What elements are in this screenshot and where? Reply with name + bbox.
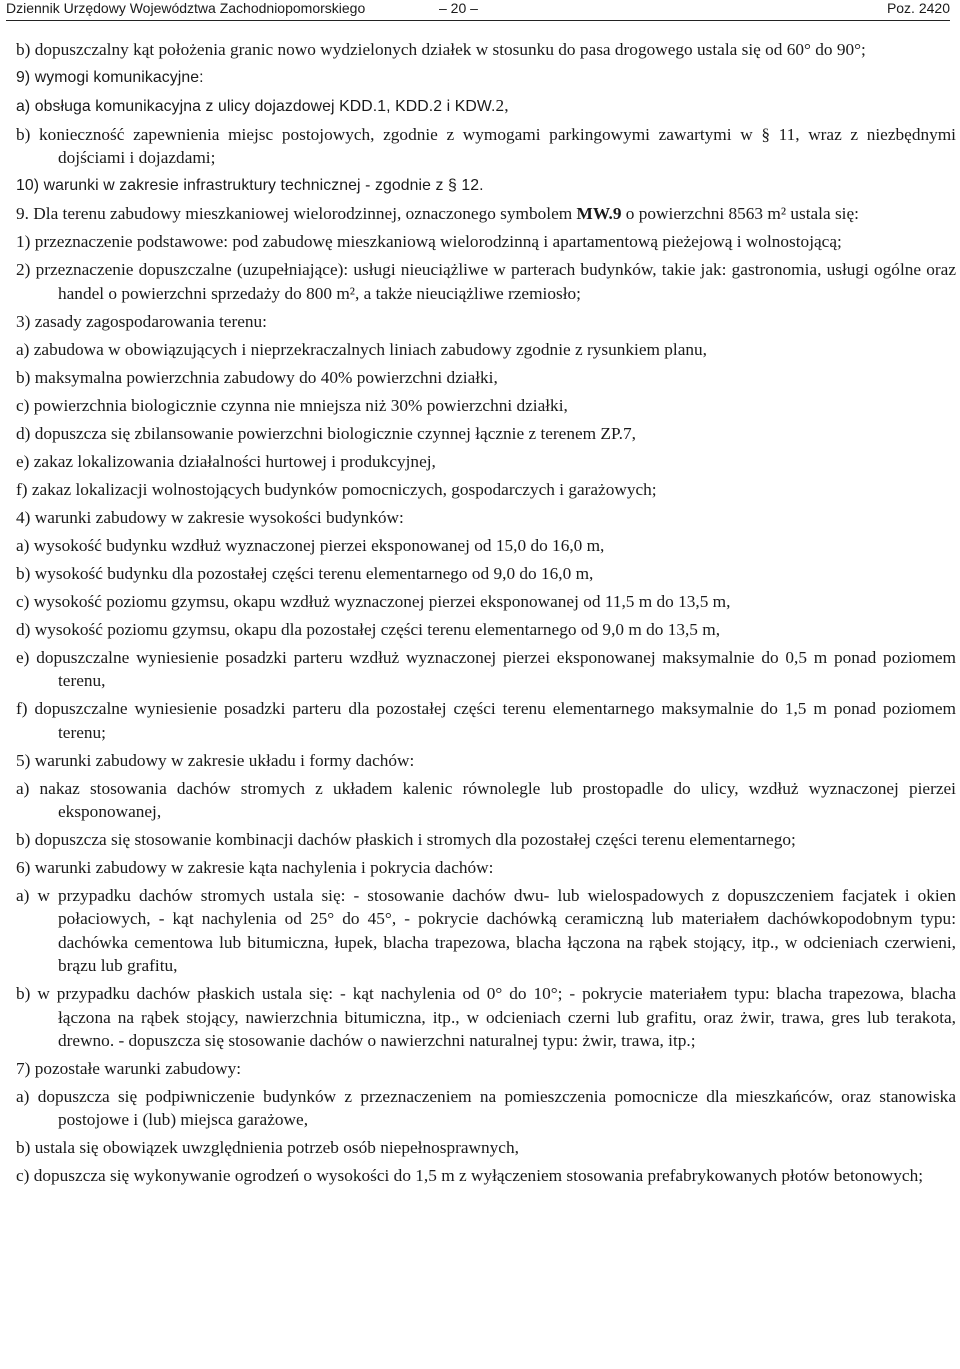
paragraph-text: 2, bbox=[495, 96, 509, 115]
position-number: Poz. 2420 bbox=[886, 0, 950, 16]
paragraph: b) wysokość budynku dla pozostałej części terenu elementarnego od 9,0 do 16,0 m, bbox=[16, 563, 594, 583]
paragraph-text: a) obsługa komunikacyjna z ulicy dojazdowej KDD.1, KDD.2 i KDW. bbox=[16, 98, 496, 115]
paragraph: d) wysokość poziomu gzymsu, okapu dla pozostałej części terenu elementarnego od 9,0 m do 13,5 m, bbox=[16, 619, 721, 639]
paragraph: 7) pozostałe warunki zabudowy: bbox=[16, 1059, 242, 1079]
paragraph: b) dopuszczalny kąt położenia granic nowo wydzielonych działek w stosunku do pasa drogowego ustala się od 60° do 90°; bbox=[16, 40, 866, 59]
paragraph: d) dopuszcza się zbilansowanie powierzchni biologicznie czynnej łącznie z terenem ZP.7, bbox=[16, 423, 636, 443]
section-text: o powierzchni 8563 m² ustala się: bbox=[621, 204, 859, 224]
paragraph: 1) przeznaczenie podstawowe: pod zabudowę mieszkaniową wielorodzinną i apartamentową pieżejową i wolnostojącą; bbox=[16, 232, 842, 252]
section-text: 9. Dla terenu zabudowy mieszkaniowej wielorodzinnej, oznaczonego symbolem bbox=[16, 204, 577, 224]
section-heading bbox=[6, 202, 956, 225]
paragraph bbox=[6, 94, 956, 118]
paragraph: 9) wymogi komunikacyjne: bbox=[16, 69, 204, 86]
paragraph: a) nakaz stosowania dachów stromych z układem kalenic równolegle lub prostopadle do ulicy, wzdłuż wyznaczonej pierzei eksponowanej, bbox=[16, 778, 956, 822]
paragraph: 10) warunki w zakresie infrastruktury technicznej - zgodnie z § 12. bbox=[16, 177, 484, 195]
paragraph: b) ustala się obowiązek uwzględnienia potrzeb osób niepełnosprawnych, bbox=[16, 1138, 519, 1158]
paragraph: b) dopuszcza się stosowanie kombinacji dachów płaskich i stromych dla pozostałej części terenu elementarnego; bbox=[16, 830, 796, 850]
journal-title: Dziennik Urzędowy Województwa Zachodniopomorskiego bbox=[6, 0, 366, 16]
paragraph: a) dopuszcza się podpiwniczenie budynków z przeznaczeniem na pomieszczenia pomocnicze dla mieszkańców, oraz stanowiska postojowe i (lub) miejsca garażowe, bbox=[16, 1087, 956, 1130]
paragraph: b) maksymalna powierzchnia zabudowy do 40% powierzchni działki, bbox=[16, 367, 498, 387]
paragraph: b) w przypadku dachów płaskich ustala się: - kąt nachylenia od 0° do 10°; - pokrycie materiałem typu: blacha trapezowa, blacha łączona na rąbek stojący, nawierzchnia bitumiczna, itp., w odcieniach czerni lub grafitu, oraz żwir, trawa, gres lub terakota, drewno. - dopuszcza się stosowanie dachów o nawierzchni naturalnej typu: żwir, trawa, itp.; bbox=[16, 984, 956, 1051]
paragraph: a) zabudowa w obowiązujących i nieprzekraczalnych liniach zabudowy zgodnie z rysunkiem planu, bbox=[16, 339, 707, 359]
paragraph: a) w przypadku dachów stromych ustala się: - stosowanie dachów dwu- lub wielospadowych z dopuszczeniem facjatek i okien połaciowych, - kąt nachylenia od 25° do 45°, - pokrycie dachówką ceramiczną lub materiałem dachówkopodobnym typu: dachówka cementowa lub bitumiczna, łupek, blacha trapezowa, blacha łączona na rąbek stojący, itp., w odcieniach czerwieni, brązu lub grafitu, bbox=[16, 886, 956, 976]
section-symbol: MW.9 bbox=[576, 204, 622, 224]
paragraph: a) wysokość budynku wzdłuż wyznaczonej pierzei eksponowanej od 15,0 do 16,0 m, bbox=[16, 535, 605, 555]
paragraph: 6) warunki zabudowy w zakresie kąta nachylenia i pokrycia dachów: bbox=[16, 858, 494, 878]
paragraph: f) zakaz lokalizacji wolnostojących budynków pomocniczych, gospodarczych i garażowych; bbox=[16, 479, 657, 499]
paragraph: c) powierzchnia biologicznie czynna nie mniejsza niż 30% powierzchni działki, bbox=[16, 395, 568, 415]
document-body bbox=[6, 38, 956, 1192]
paragraph: c) wysokość poziomu gzymsu, okapu wzdłuż wyznaczonej pierzei eksponowanej od 11,5 m do 13,5 m, bbox=[16, 591, 731, 611]
paragraph: e) dopuszczalne wyniesienie posadzki parteru wzdłuż wyznaczonej pierzei eksponowanej maksymalnie do 0,5 m ponad poziomem terenu, bbox=[16, 647, 956, 691]
paragraph: 5) warunki zabudowy w zakresie układu i formy dachów: bbox=[16, 750, 415, 770]
page-header bbox=[6, 0, 950, 21]
paragraph: f) dopuszczalne wyniesienie posadzki parteru dla pozostałej części terenu elementarnego maksymalnie do 1,5 m ponad poziomem terenu; bbox=[16, 699, 956, 742]
paragraph: c) dopuszcza się wykonywanie ogrodzeń o wysokości do 1,5 m z wyłączeniem stosowania prefabrykowanych płotów betonowych; bbox=[16, 1166, 924, 1186]
paragraph: 4) warunki zabudowy w zakresie wysokości budynków: bbox=[16, 507, 404, 527]
paragraph: e) zakaz lokalizowania działalności hurtowej i produkcyjnej, bbox=[16, 451, 436, 471]
paragraph: 2) przeznaczenie dopuszczalne (uzupełniające): usługi nieuciążliwe w parterach budynków, takie jak: gastronomia, usługi ogólne oraz handel o powierzchni sprzedaży do 800 m², a także nieuciążliwe rzemiosło; bbox=[16, 260, 956, 303]
paragraph: 3) zasady zagospodarowania terenu: bbox=[16, 311, 267, 331]
page-number: – 20 – bbox=[439, 0, 478, 16]
paragraph: b) konieczność zapewnienia miejsc postojowych, zgodnie z wymogami parkingowymi zawartymi w § 11, wraz z niezbędnymi dojściami i dojazdami; bbox=[16, 125, 956, 168]
